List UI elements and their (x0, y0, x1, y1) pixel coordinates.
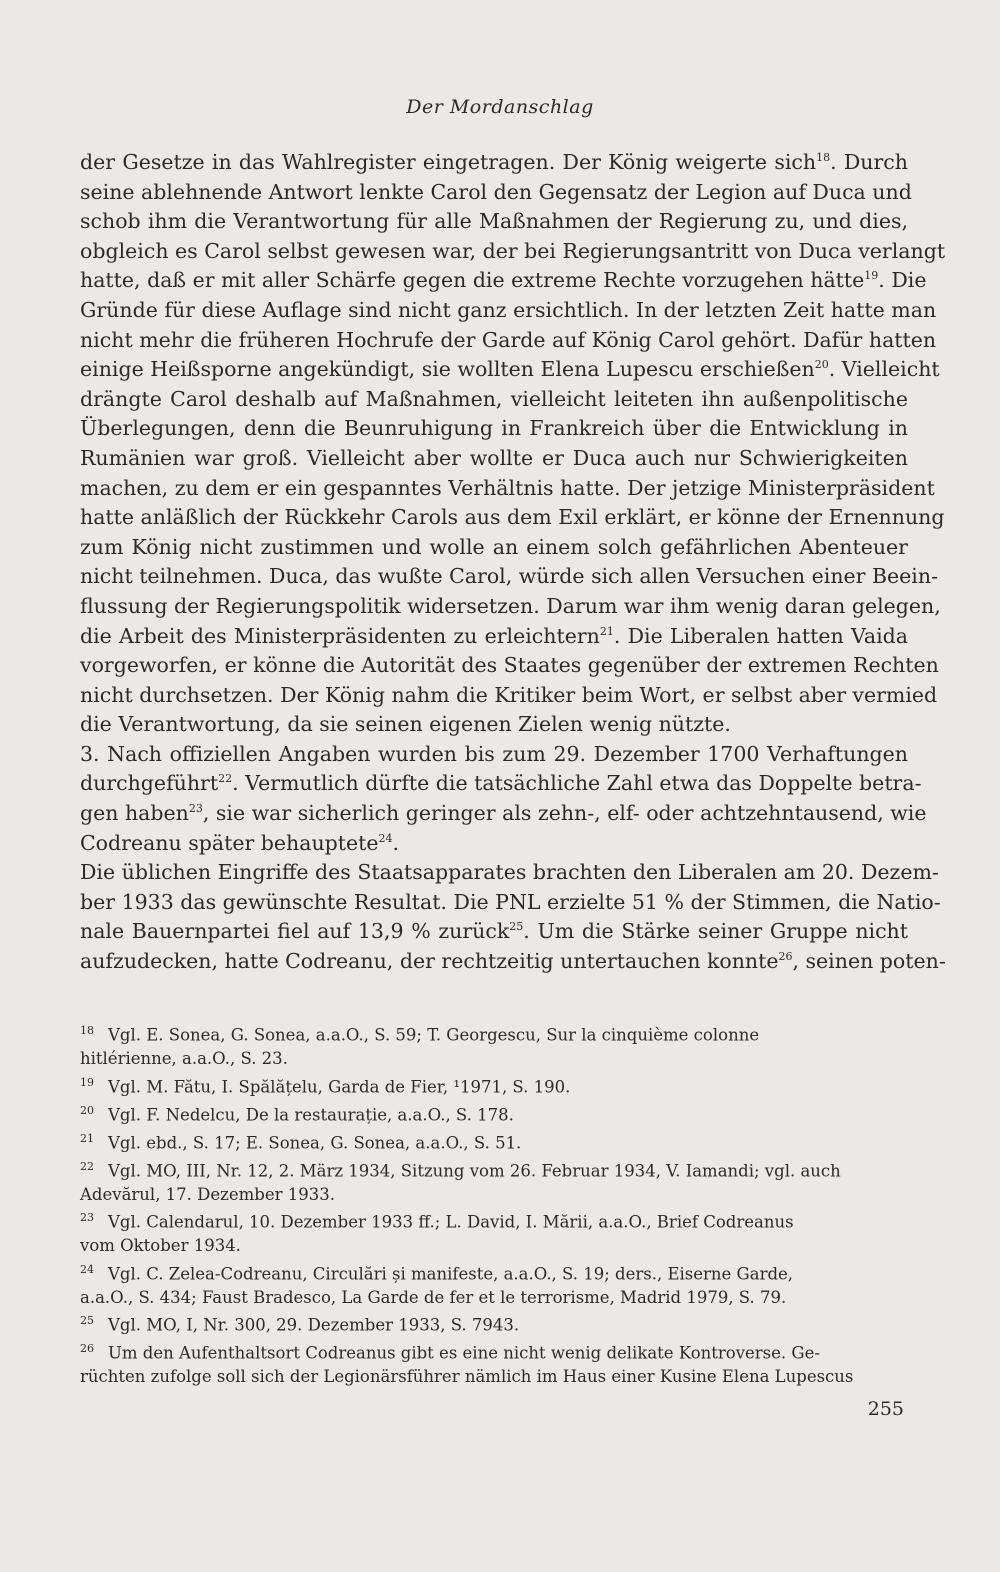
footnote-line (80, 1258, 908, 1286)
main-text (80, 148, 946, 977)
text-span: Rumänien war groß. Vielleicht aber wollte er Duca auch nur Schwierigkeiten (80, 445, 908, 470)
footnote-line (80, 1099, 908, 1127)
footnote-ref[interactable]: 18 (816, 151, 831, 165)
footnote-text: Vgl. C. Zelea-Codreanu, Circulări și manifeste, a.a.O., S. 19; ders., Eiserne Garde, (108, 1264, 794, 1283)
text-span: drängte Carol deshalb auf Maßnahmen, vielleicht leiteten ihn außenpolitische (80, 386, 908, 411)
text-line (80, 947, 946, 977)
text-line (80, 148, 908, 178)
footnote-text: Vgl. MO, III, Nr. 12, 2. März 1934, Sitzung vom 26. Februar 1934, V. Iamandi; vgl. auch (108, 1161, 841, 1180)
footnote-ref[interactable]: 22 (218, 772, 233, 786)
footnote-text: Vgl. Calendarul, 10. Dezember 1933 ff.; L. David, I. Mării, a.a.O., Brief Codreanus (108, 1212, 794, 1232)
text-line (80, 710, 908, 740)
text-span: nicht durchsetzen. Der König nahm die Kritiker beim Wort, er selbst aber vermied (80, 682, 938, 707)
footnote-line (80, 1206, 908, 1234)
text-span: obgleich es Carol selbst gewesen war, der bei Regierungsantritt von Duca verlangt (80, 238, 946, 263)
footnote-line (80, 1019, 908, 1047)
text-span: seine ablehnende Antwort lenkte Carol den Gegensatz der Legion auf Duca und (80, 179, 912, 204)
text-span: die Verantwortung, da sie seinen eigenen Zielen wenig nützte. (80, 712, 731, 737)
text-span: einige Heißsporne angekündigt, sie wollten Elena Lupescu erschießen (80, 357, 815, 382)
footnote-number: 19 (80, 1075, 94, 1089)
text-span: flussung der Regierungspolitik widersetzen. Darum war ihm wenig daran gelegen, (80, 593, 941, 618)
text-span: . Durch (830, 150, 908, 174)
text-line (80, 829, 908, 859)
footnote-number: 20 (80, 1103, 94, 1117)
text-line (80, 296, 937, 326)
text-line (80, 769, 922, 799)
running-header: Der Mordanschlag (406, 96, 594, 118)
footnotes (80, 1019, 908, 1389)
footnote-ref[interactable]: 21 (599, 624, 614, 638)
footnote-text: a.a.O., S. 434; Faust Bradesco, La Garde de fer et le terrorisme, Madrid 1979, S. 79. (80, 1287, 787, 1307)
footnote-line (80, 1155, 908, 1183)
text-line (80, 474, 935, 504)
text-span: nicht mehr die früheren Hochrufe der Garde auf König Carol gehört. Dafür hatten (80, 327, 937, 352)
text-line (80, 355, 940, 385)
footnote-ref[interactable]: 20 (814, 358, 829, 372)
text-span: . Um die Stärke seiner Gruppe nicht (523, 919, 908, 944)
footnote-line (80, 1183, 908, 1207)
text-span: aufzudecken, hatte Codreanu, der rechtzeitig untertauchen konnte (80, 949, 779, 974)
text-span: 3. Nach offiziellen Angaben wurden bis zum 29. Dezember 1700 Verhaftungen (80, 741, 908, 766)
text-span: gen haben (80, 801, 189, 826)
text-line (80, 622, 908, 652)
text-line (80, 503, 945, 533)
footnote-line (80, 1309, 908, 1337)
footnote-number: 21 (80, 1131, 94, 1145)
page-number: 255 (867, 1398, 904, 1420)
text-span: vorgeworfen, er könne die Autorität des Staates gegenüber der extremen Rechten (80, 653, 939, 678)
text-span: hatte, daß er mit aller Schärfe gegen die extreme Rechte vorzugehen hätte (80, 268, 865, 293)
footnote-text: hitlérienne, a.a.O., S. 23. (80, 1049, 288, 1068)
text-span: nicht teilnehmen. Duca, das wußte Carol, würde sich allen Versuchen einer Beein- (80, 564, 938, 589)
text-span: Gründe für diese Auflage sind nicht ganz ersichtlich. In der letzten Zeit hatte man (80, 297, 937, 322)
footnote-text: Vgl. M. Fătu, I. Spălățelu, Garda de Fier, ¹1971, S. 190. (108, 1077, 571, 1096)
footnote-text: vom Oktober 1934. (80, 1236, 241, 1255)
footnote-ref[interactable]: 23 (188, 802, 203, 816)
footnote-text: Vgl. F. Nedelcu, De la restaurație, a.a.O., S. 178. (108, 1105, 514, 1124)
footnote-line (80, 1234, 908, 1258)
text-span: Überlegungen, denn die Beunruhigung in Frankreich über die Entwicklung in (80, 416, 908, 441)
text-line (80, 266, 927, 296)
footnote-ref[interactable]: 24 (378, 831, 393, 845)
text-line (80, 326, 937, 356)
text-line (80, 740, 908, 770)
text-span: . Vermutlich dürfte die tatsächliche Zahl etwa das Doppelte betra- (232, 771, 922, 796)
text-span: hatte anläßlich der Rückkehr Carols aus dem Exil erklärt, er könne der Ernennung (80, 505, 945, 530)
text-span: , seinen poten- (792, 949, 946, 974)
text-span: . Die Liberalen hatten Vaida (613, 623, 908, 648)
text-line (80, 207, 908, 237)
text-span: Die üblichen Eingriffe des Staatsapparates brachten den Liberalen am 20. Dezem- (80, 860, 939, 885)
footnote-number: 23 (80, 1211, 94, 1224)
footnote-line (80, 1047, 908, 1071)
footnote-number: 24 (80, 1262, 94, 1276)
text-span: die Arbeit des Ministerpräsidenten zu erleichtern (80, 623, 600, 648)
footnote-text: Adevărul, 17. Dezember 1933. (80, 1184, 335, 1204)
footnote-number: 22 (80, 1159, 94, 1173)
footnote-ref[interactable]: 26 (778, 950, 793, 964)
text-line (80, 385, 908, 415)
text-span: . Vielleicht (828, 357, 940, 382)
text-line (80, 799, 927, 829)
text-span: durchgeführt (80, 771, 219, 796)
text-line (80, 237, 946, 267)
text-line (80, 681, 938, 711)
text-line (80, 533, 908, 563)
text-span: der Gesetze in das Wahlregister eingetragen. Der König weigerte sich (80, 150, 817, 174)
text-span: machen, zu dem er ein gespanntes Verhältnis hatte. Der jetzige Ministerpräsident (80, 475, 935, 500)
footnote-line (80, 1337, 908, 1365)
text-span: , sie war sicherlich geringer als zehn-, elf- oder achtzehntausend, wie (202, 801, 927, 826)
text-span: Codreanu später behauptete (80, 830, 379, 855)
text-line (80, 178, 912, 208)
footnote-number: 26 (80, 1342, 94, 1355)
footnote-text: Vgl. E. Sonea, G. Sonea, a.a.O., S. 59; T. Georgescu, Sur la cinquième colonne (108, 1025, 760, 1045)
text-line (80, 888, 941, 918)
footnote-line (80, 1071, 908, 1099)
footnote-text: Vgl. ebd., S. 17; E. Sonea, G. Sonea, a.a.O., S. 51. (108, 1133, 522, 1152)
footnote-number: 18 (80, 1024, 94, 1037)
text-line (80, 414, 908, 444)
text-line (80, 444, 908, 474)
footnote-text: Um den Aufenthaltsort Codreanus gibt es eine nicht wenig delikate Kontroverse. Ge- (108, 1343, 820, 1363)
text-span: nale Bauernpartei fiel auf 13,9 % zurück (80, 919, 510, 944)
footnote-line (80, 1286, 908, 1310)
footnote-line (80, 1127, 908, 1155)
footnote-text: rüchten zufolge soll sich der Legionärsführer nämlich im Haus einer Kusine Elena Lupescus (80, 1367, 854, 1386)
footnote-text: Vgl. MO, I, Nr. 300, 29. Dezember 1933, S. 7943. (108, 1315, 520, 1335)
footnote-number: 25 (80, 1314, 94, 1327)
text-line (80, 858, 939, 888)
text-line (80, 651, 939, 681)
text-span: schob ihm die Verantwortung für alle Maßnahmen der Regierung zu, und dies, (80, 209, 908, 234)
footnote-ref[interactable]: 19 (864, 269, 879, 283)
text-span: . (392, 830, 400, 855)
text-span: zum König nicht zustimmen und wolle an einem solch gefährlichen Abenteuer (80, 534, 908, 559)
text-line (80, 562, 938, 592)
text-line (80, 917, 908, 947)
text-line (80, 592, 941, 622)
footnote-line (80, 1365, 908, 1389)
footnote-ref[interactable]: 25 (509, 920, 524, 934)
text-span: . Die (878, 268, 927, 293)
text-span: ber 1933 das gewünschte Resultat. Die PNL erzielte 51 % der Stimmen, die Natio- (80, 889, 941, 914)
